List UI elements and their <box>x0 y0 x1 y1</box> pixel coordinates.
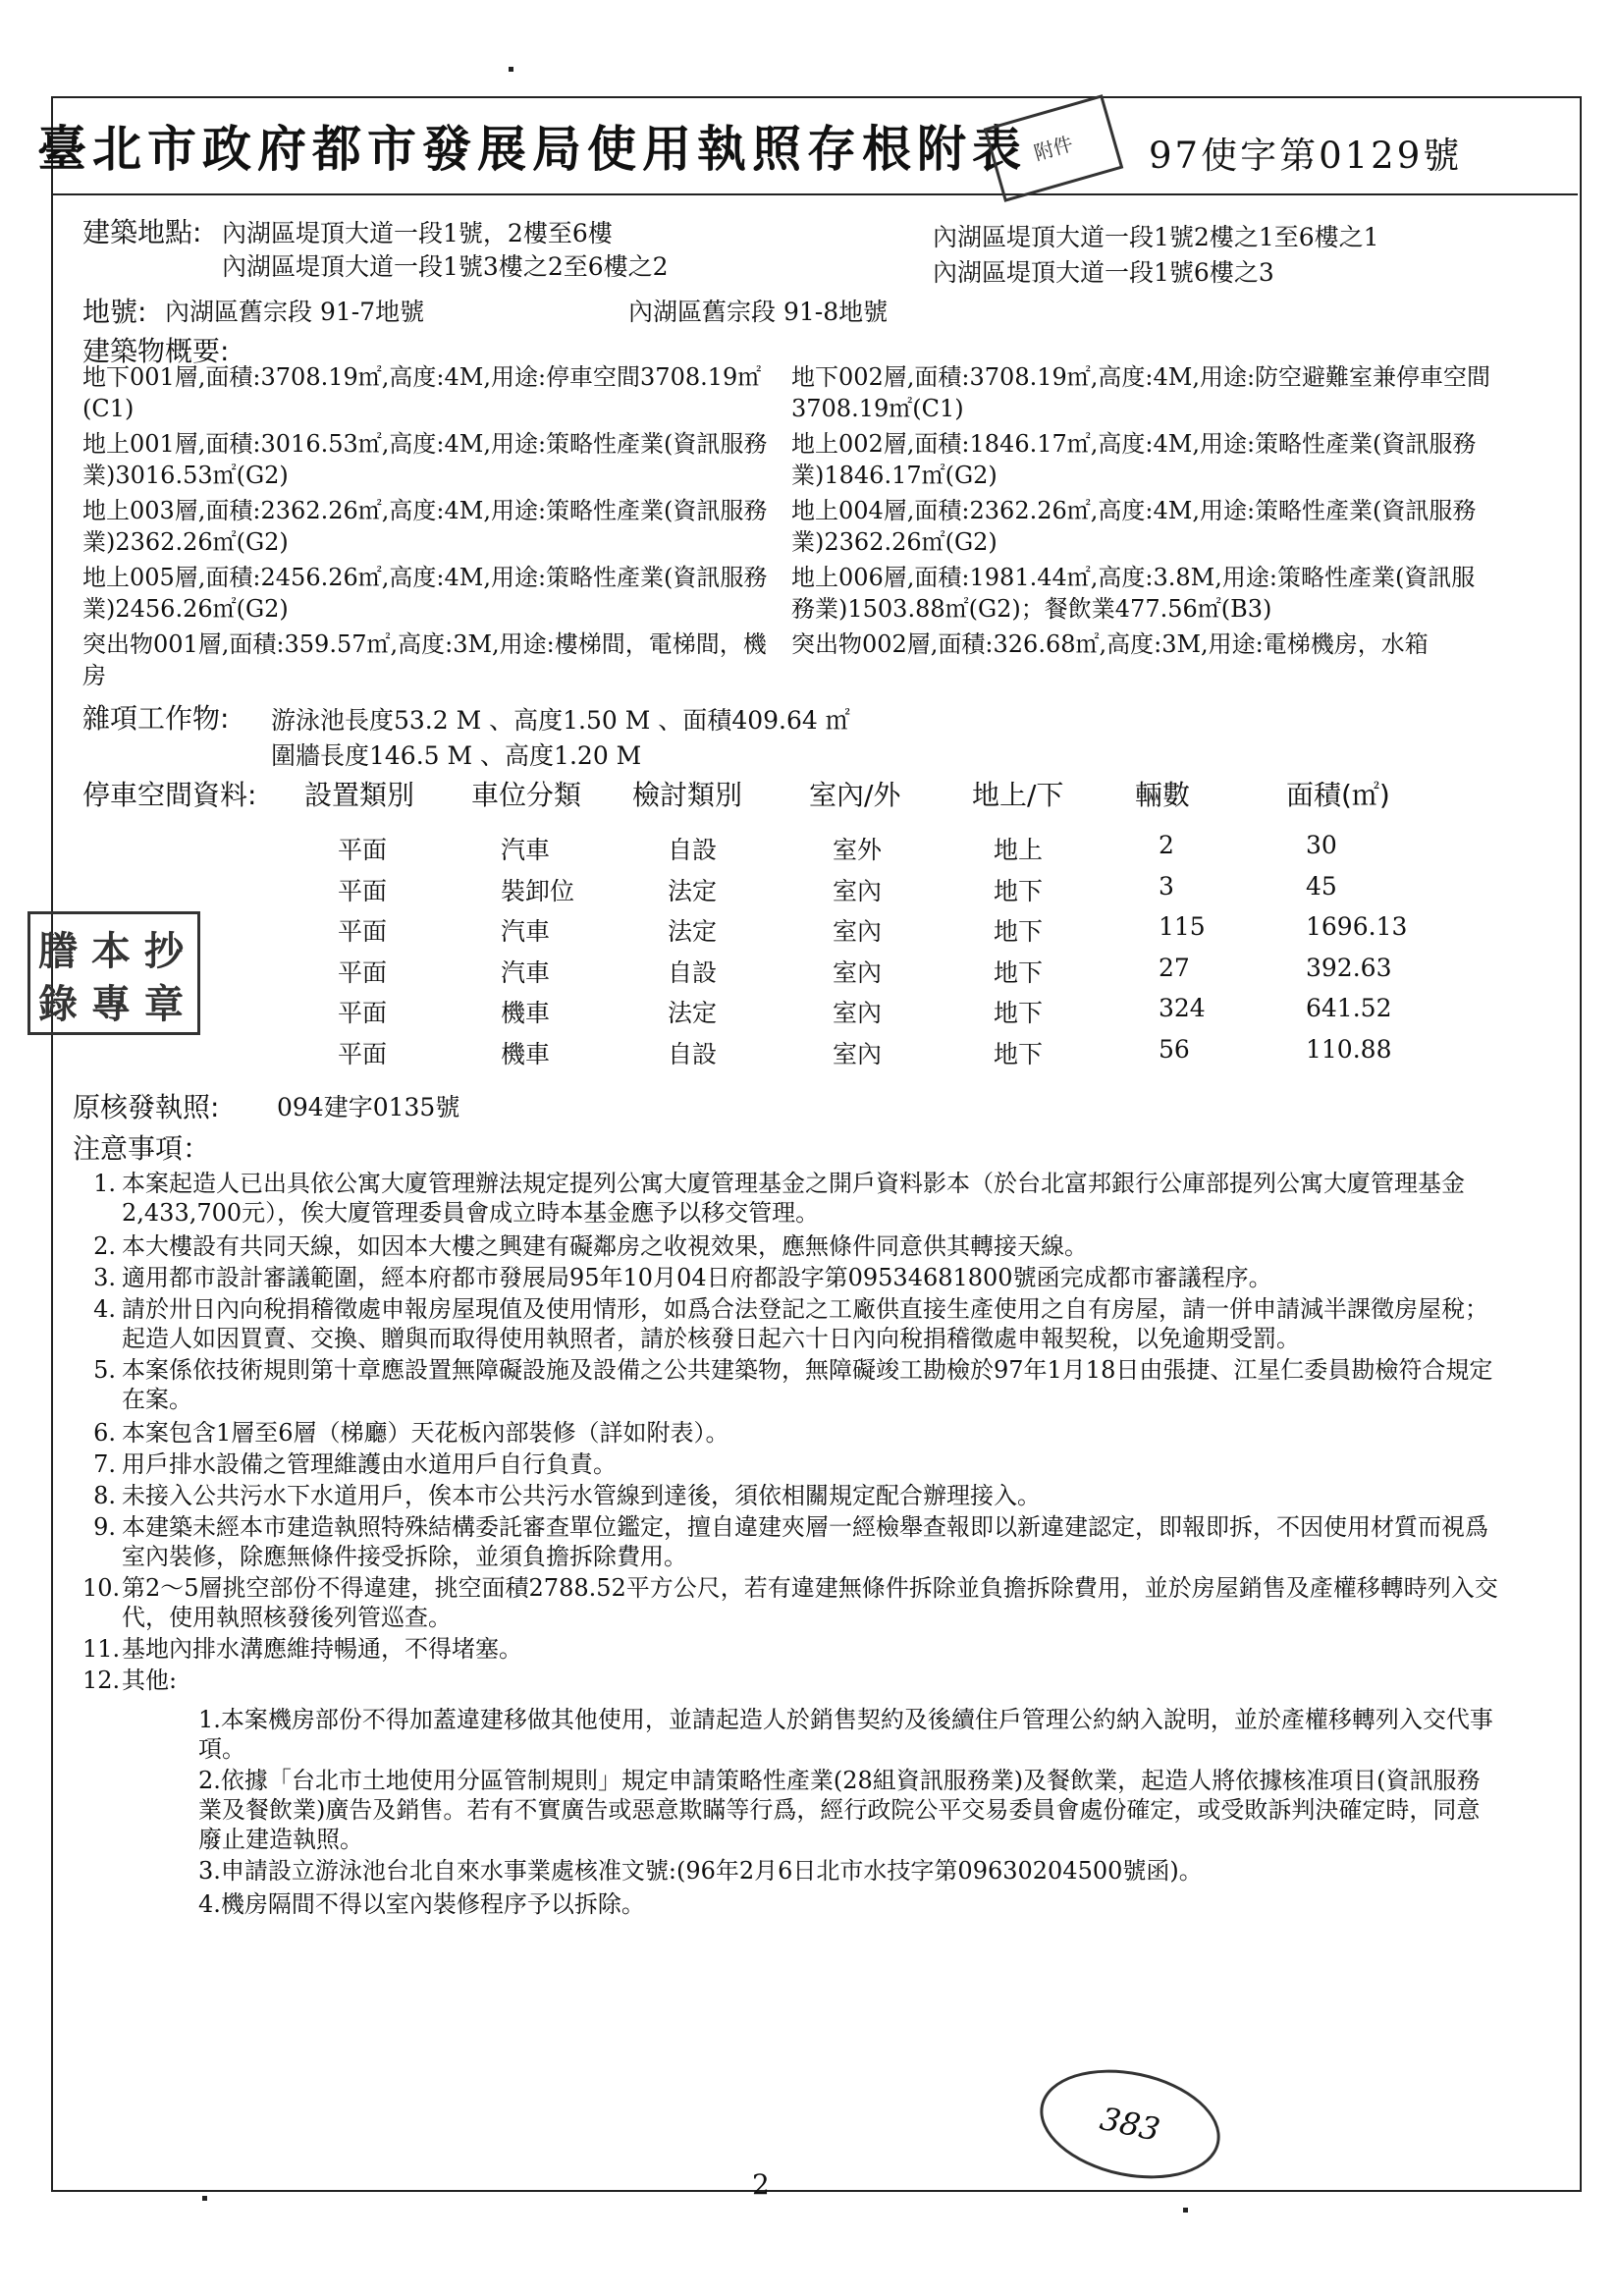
parking-cell: 平面 <box>338 876 388 905</box>
site-address-1: 內湖區堤頂大道一段1號，2樓至6樓 <box>222 219 613 247</box>
parking-cell: 平面 <box>338 957 388 987</box>
parking-cell: 機車 <box>501 999 551 1027</box>
note-subitem: 2.依據「台北市土地使用分區管制規則」規定申請策略性產業(28組資訊服務業)及餐飲業，起造人將依據核准項目(資訊服務業及餐飲業)廣告及銷售。若有不實廣告或惡意欺瞞等行爲，經行政院公平交易委員會處份確定，或受敗訴判決確定時，同意廢止建造執照。 <box>198 1767 1481 1853</box>
parking-cell: 汽車 <box>501 836 551 864</box>
parking-cell: 汽車 <box>501 917 551 946</box>
parking-cell: 室內 <box>833 876 883 905</box>
parking-cell: 平面 <box>338 1039 388 1068</box>
floor-entry: 突出物001層,面積:359.57㎡,高度:3M,用途:樓梯間，電梯間，機房 <box>82 630 767 689</box>
parking-cell: 45 <box>1306 871 1337 901</box>
parking-cell: 30 <box>1306 831 1337 859</box>
note-text: 未接入公共污水下水道用戶，俟本市公共污水管線到達後，須依相關規定配合辦理接入。 <box>122 1482 1041 1509</box>
original-permit-value: 094建字0135號 <box>277 1093 460 1121</box>
note-text: 基地內排水溝應維持暢通，不得堵塞。 <box>122 1635 522 1663</box>
lot-number-1: 內湖區舊宗段 91-7地號 <box>165 298 425 326</box>
site-label: 建築地點: <box>82 216 202 248</box>
parking-cell: 地下 <box>994 1039 1044 1068</box>
misc-works-pool: 游泳池長度53.2 M 、高度1.50 M 、面積409.64 ㎡ <box>271 706 850 735</box>
seal-stamp-383: 383 <box>1030 2054 1230 2194</box>
note-text: 其他: <box>122 1667 178 1694</box>
note-number: 10. <box>82 1574 121 1602</box>
parking-cell: 56 <box>1159 1034 1190 1064</box>
parking-cell: 機車 <box>501 1039 551 1068</box>
misc-works-label: 雜項工作物: <box>82 702 230 735</box>
note-subitem: 1.本案機房部份不得加蓋違建移做其他使用，並請起造人於銷售契約及後續住戶管理公約納入說明，並於產權移轉列入交代事項。 <box>198 1706 1493 1763</box>
note-text: 本建築未經本市建造執照特殊結構委託審查單位鑑定，擅自違建夾層一經檢舉查報即以新違建認定，即報即拆，不因使用材質而視爲室內裝修，除應無條件接受拆除，並須負擔拆除費用。 <box>122 1513 1488 1570</box>
note-text: 本案包含1層至6層（梯廳）天花板內部裝修（詳如附表）。 <box>122 1419 729 1447</box>
note-number: 7. <box>93 1450 116 1478</box>
parking-cell: 115 <box>1159 912 1206 941</box>
floor-entry: 地上001層,面積:3016.53㎡,高度:4M,用途:策略性產業(資訊服務業)3016.53㎡(G2) <box>82 430 768 489</box>
floor-entry: 地上003層,面積:2362.26㎡,高度:4M,用途:策略性產業(資訊服務業)2362.26㎡(G2) <box>82 497 768 556</box>
lot-number-2: 內湖區舊宗段 91-8地號 <box>628 298 889 326</box>
parking-cell: 641.52 <box>1306 994 1392 1022</box>
floor-entry: 突出物002層,面積:326.68㎡,高度:3M,用途:電梯機房，水箱 <box>791 630 1429 658</box>
note-number: 12. <box>82 1667 121 1694</box>
note-text: 適用都市設計審議範圍，經本府都市發展局95年10月04日府都設字第09534681800號函完成都市審議程序。 <box>122 1264 1272 1291</box>
note-subitem: 3.申請設立游泳池台北自來水事業處核准文號:(96年2月6日北市水技字第09630204500號函)。 <box>198 1857 1203 1885</box>
parking-cell: 地下 <box>994 876 1044 905</box>
scan-speck <box>509 67 513 72</box>
header-divider <box>51 193 1578 195</box>
parking-header: 設置類別 <box>304 779 415 811</box>
floor-entry: 地上006層,面積:1981.44㎡,高度:3.8M,用途:策略性產業(資訊服務業)1503.88㎡(G2)；餐飲業477.56㎡(B3) <box>791 564 1476 623</box>
parking-header: 面積(㎡) <box>1286 779 1390 811</box>
note-text: 請於卅日內向稅捐稽徵處申報房屋現值及使用情形，如爲合法登記之工廠供直接生產使用之自有房屋，請一併申請減半課徵房屋稅；起造人如因買賣、交換、贈與而取得使用執照者，請於核發日起六十日內向稅捐稽徵處申報契稅，以免逾期受罰。 <box>122 1295 1488 1352</box>
site-address-4: 內湖區堤頂大道一段1號6樓之3 <box>933 258 1274 287</box>
note-text: 本大樓設有共同天線，如因本大樓之興建有礙鄰房之收視效果，應無條件同意供其轉接天線。 <box>122 1232 1088 1260</box>
note-number: 2. <box>93 1232 116 1260</box>
building-summary-label: 建築物概要: <box>82 335 230 367</box>
misc-works-wall: 圍牆長度146.5 M 、高度1.20 M <box>271 741 642 770</box>
parking-cell: 27 <box>1159 953 1190 982</box>
note-number: 9. <box>93 1513 116 1541</box>
original-permit-label: 原核發執照: <box>73 1091 220 1123</box>
parking-cell: 室內 <box>833 1039 883 1068</box>
parking-cell: 法定 <box>668 999 718 1027</box>
parking-header: 車位分類 <box>471 779 582 811</box>
note-text: 本案係依技術規則第十章應設置無障礙設施及設備之公共建築物，無障礙竣工勘檢於97年1月18日由張捷、江星仁委員勘檢符合規定在案。 <box>122 1356 1493 1413</box>
document-title: 臺北市政府都市發展局使用執照存根附表 <box>37 120 1027 178</box>
note-text: 第2～5層挑空部份不得違建，挑空面積2788.52平方公尺，若有違建無條件拆除並負擔拆除費用，並於房屋銷售及產權移轉時列入交代，使用執照核發後列管巡查。 <box>122 1574 1498 1631</box>
copy-seal: 謄 本 抄 錄 專 章 <box>27 911 200 1035</box>
parking-cell: 1696.13 <box>1306 912 1408 941</box>
note-number: 1. <box>93 1170 116 1197</box>
parking-cell: 地下 <box>994 999 1044 1027</box>
parking-cell: 自設 <box>668 1039 718 1068</box>
parking-cell: 地下 <box>994 957 1044 987</box>
parking-cell: 自設 <box>668 957 718 987</box>
note-number: 3. <box>93 1264 116 1291</box>
parking-cell: 室內 <box>833 917 883 946</box>
permit-number: 97使字第0129號 <box>1149 135 1463 177</box>
parking-header: 室內/外 <box>809 779 901 811</box>
site-address-3: 內湖區堤頂大道一段1號2樓之1至6樓之1 <box>933 223 1379 251</box>
parking-cell: 平面 <box>338 917 388 946</box>
parking-label: 停車空間資料: <box>82 779 257 811</box>
note-number: 5. <box>93 1356 116 1384</box>
scan-speck <box>1183 2208 1188 2213</box>
parking-cell: 392.63 <box>1306 953 1392 982</box>
parking-cell: 3 <box>1159 871 1174 901</box>
site-address-2: 內湖區堤頂大道一段1號3樓之2至6樓之2 <box>222 252 669 281</box>
parking-cell: 地上 <box>994 836 1044 864</box>
parking-cell: 平面 <box>338 999 388 1027</box>
notes-label: 注意事項： <box>73 1132 211 1165</box>
note-number: 6. <box>93 1419 116 1447</box>
floor-entry: 地上002層,面積:1846.17㎡,高度:4M,用途:策略性產業(資訊服務業)1846.17㎡(G2) <box>791 430 1477 489</box>
parking-cell: 地下 <box>994 917 1044 946</box>
note-number: 8. <box>93 1482 116 1509</box>
parking-cell: 室內 <box>833 957 883 987</box>
floor-entry: 地上004層,面積:2362.26㎡,高度:4M,用途:策略性產業(資訊服務業)2362.26㎡(G2) <box>791 497 1477 556</box>
parking-cell: 2 <box>1159 831 1174 859</box>
parking-cell: 法定 <box>668 876 718 905</box>
parking-header: 輛數 <box>1135 779 1191 811</box>
floor-entry: 地上005層,面積:2456.26㎡,高度:4M,用途:策略性產業(資訊服務業)2456.26㎡(G2) <box>82 564 768 623</box>
parking-header: 檢討類別 <box>632 779 743 811</box>
parking-cell: 汽車 <box>501 957 551 987</box>
floor-entry: 地下002層,面積:3708.19㎡,高度:4M,用途:防空避難室兼停車空間3708.19㎡(C1) <box>791 363 1491 422</box>
scan-speck <box>202 2196 207 2201</box>
note-number: 4. <box>93 1295 116 1323</box>
parking-header: 地上/下 <box>972 779 1064 811</box>
parking-cell: 裝卸位 <box>501 876 575 905</box>
note-subitem: 4.機房隔間不得以室內裝修程序予以拆除。 <box>198 1890 645 1918</box>
parking-cell: 324 <box>1159 994 1206 1022</box>
parking-cell: 法定 <box>668 917 718 946</box>
floor-entry: 地下001層,面積:3708.19㎡,高度:4M,用途:停車空間3708.19㎡(C1) <box>82 363 762 422</box>
note-text: 用戶排水設備之管理維護由水道用戶自行負責。 <box>122 1450 617 1478</box>
parking-cell: 110.88 <box>1306 1034 1392 1064</box>
note-number: 11. <box>82 1635 121 1663</box>
note-text: 本案起造人已出具依公寓大廈管理辦法規定提列公寓大廈管理基金之開戶資料影本（於台北富邦銀行公庫部提列公寓大廈管理基金2,433,700元），俟大廈管理委員會成立時本基金應予以移交管理。 <box>122 1170 1465 1227</box>
parking-cell: 自設 <box>668 836 718 864</box>
lot-label: 地號: <box>82 296 147 328</box>
parking-cell: 平面 <box>338 836 388 864</box>
parking-cell: 室內 <box>833 999 883 1027</box>
page-number: 2 <box>752 2168 770 2201</box>
attachment-stamp: 附件 <box>984 94 1124 202</box>
parking-cell: 室外 <box>833 836 883 864</box>
